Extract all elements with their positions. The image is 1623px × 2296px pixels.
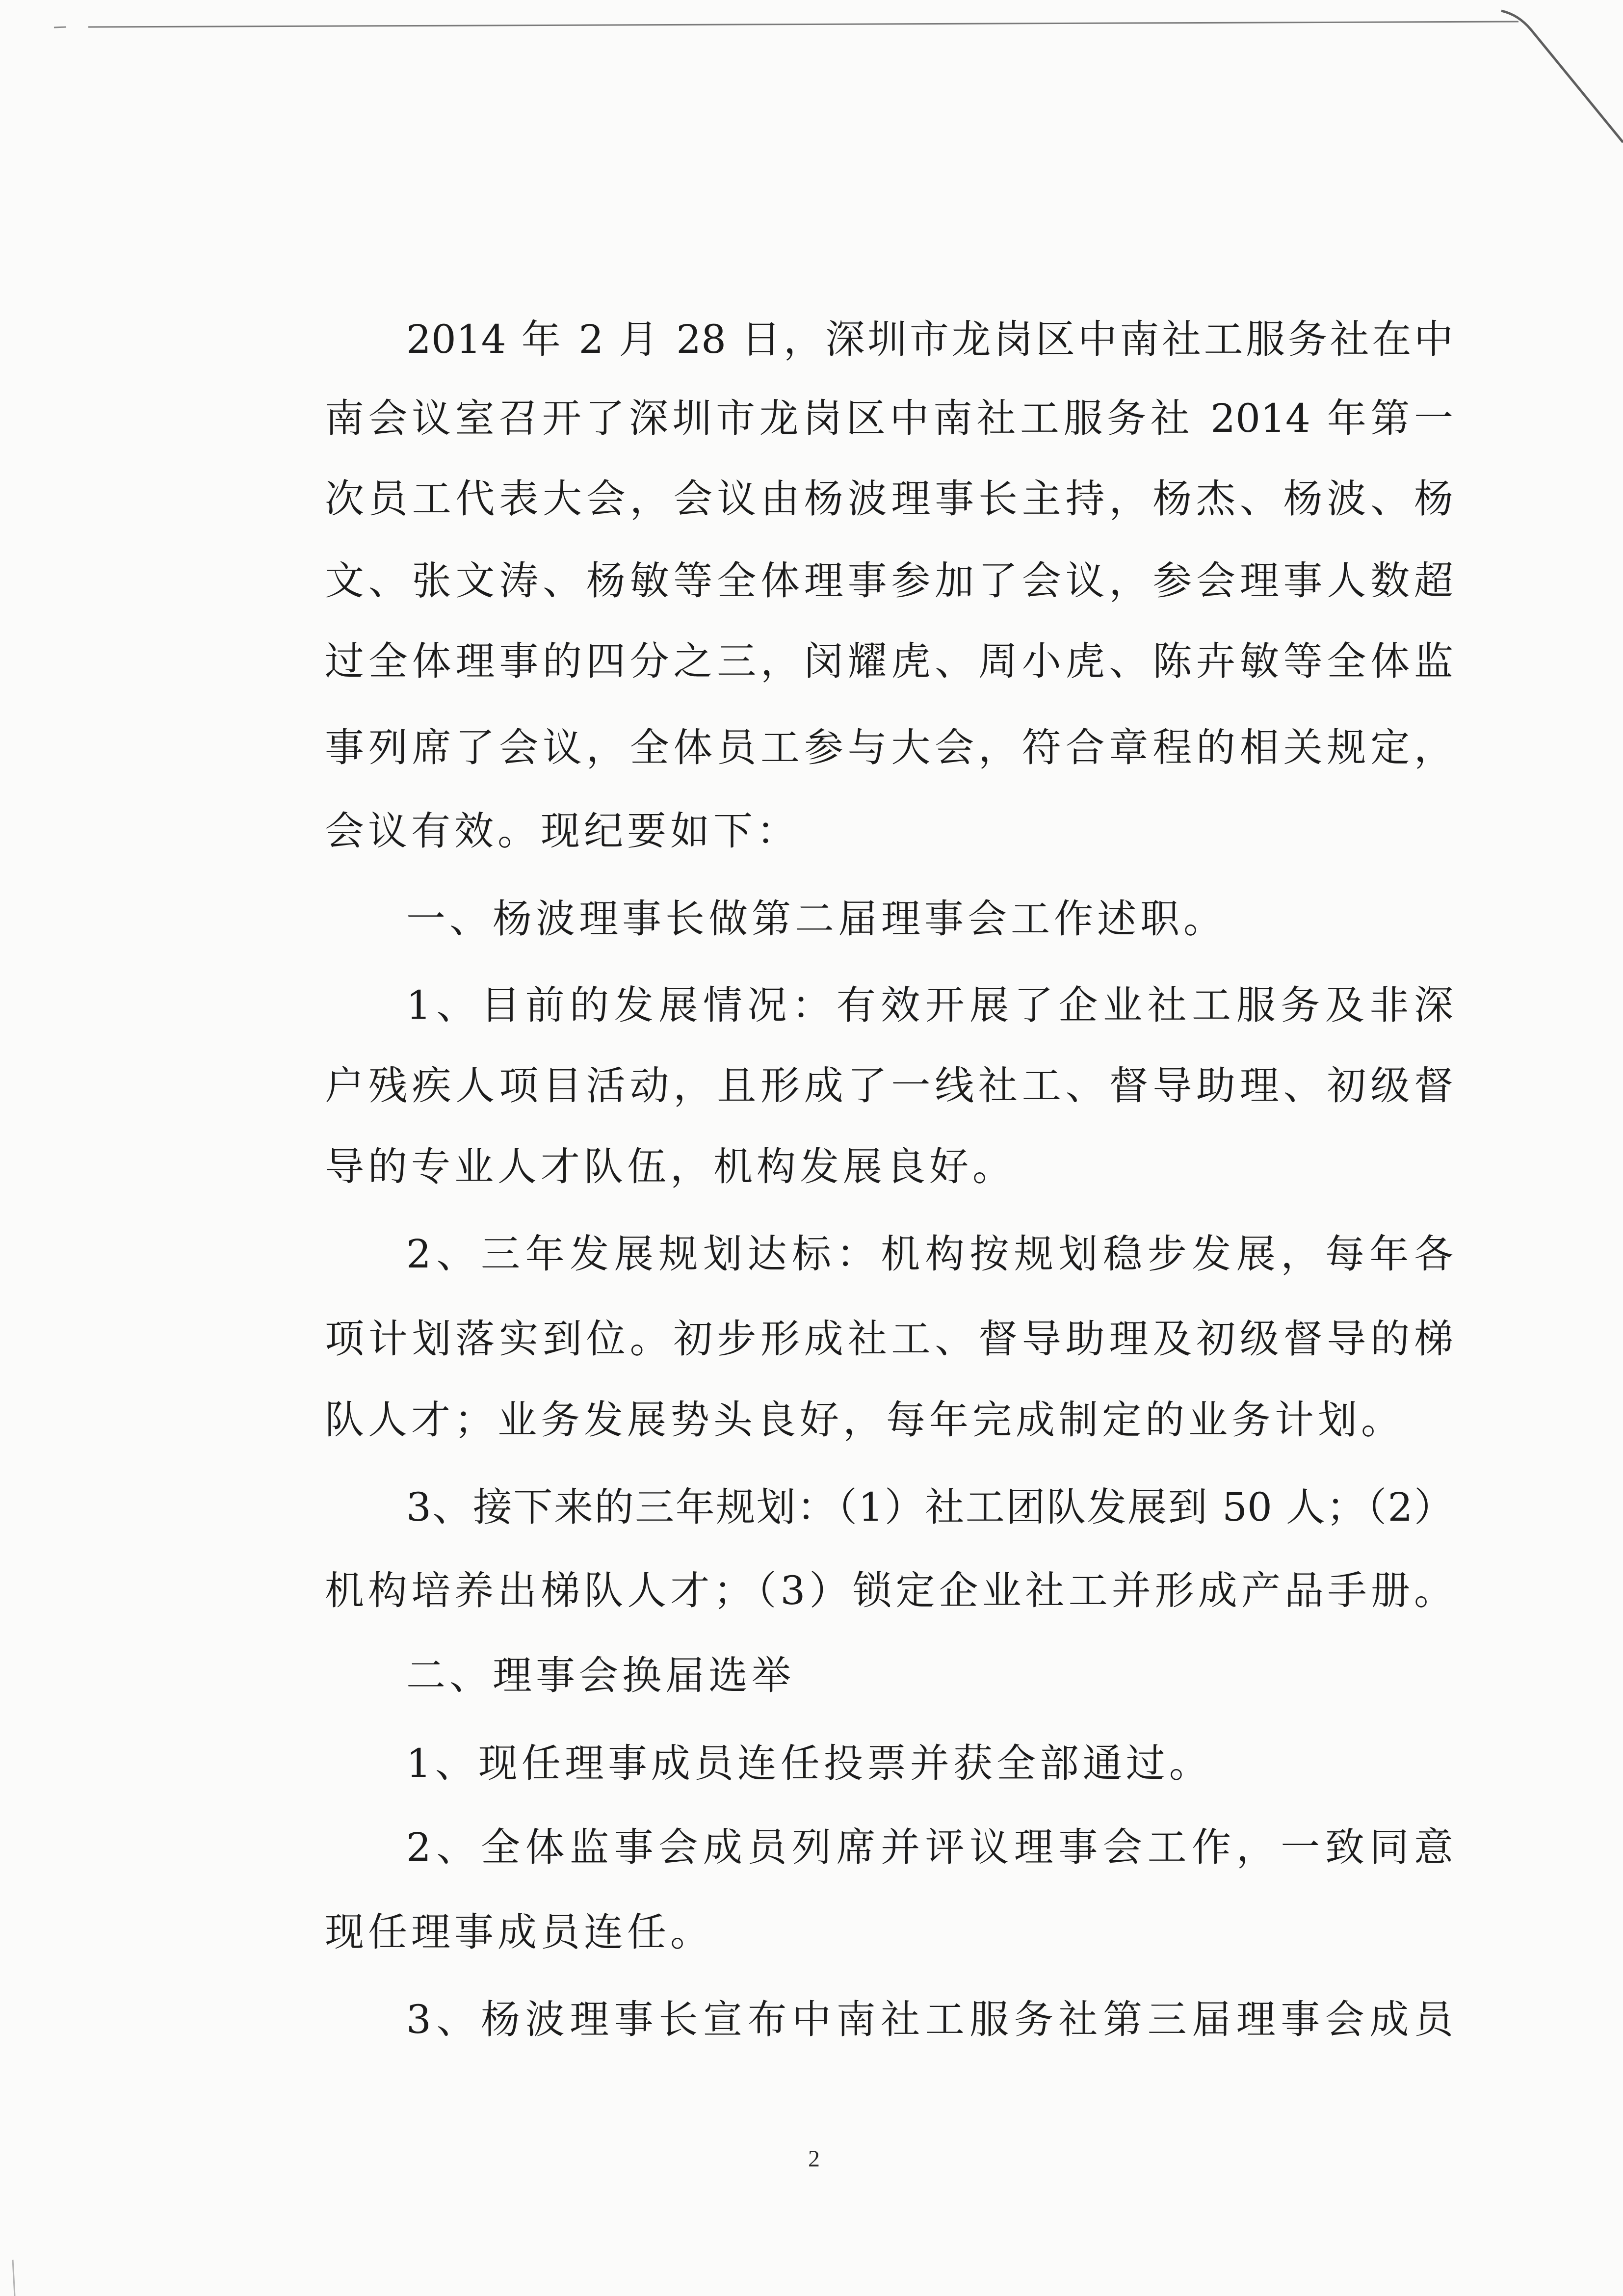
text-line: 文、张文涛、杨敏等全体理事参加了会议，参会理事人数超 xyxy=(325,558,1453,604)
text-line: 2、三年发展规划达标：机构按规划稳步发展，每年各 xyxy=(406,1231,1453,1277)
text-line: 导的专业人才队伍，机构发展良好。 xyxy=(325,1144,1016,1189)
text-line: 次员工代表大会，会议由杨波理事长主持，杨杰、杨波、杨 xyxy=(325,476,1453,522)
text-line: 1、现任理事成员连任投票并获全部通过。 xyxy=(406,1741,1212,1786)
text-line: 过全体理事的四分之三，闵耀虎、周小虎、陈卉敏等全体监 xyxy=(325,638,1453,684)
section-heading-text: 一、杨波理事长做第二届理事会工作述职。 xyxy=(406,896,1227,942)
text-line: 会议有效。现纪要如下： xyxy=(325,808,800,854)
text-line: 机构培养出梯队人才；（3）锁定企业社工并形成产品手册。 xyxy=(325,1568,1453,1613)
text-line: 现任理事成员连任。 xyxy=(325,1909,713,1955)
page-number: 2 xyxy=(808,2146,820,2172)
scan-edge-mark-bottom-left xyxy=(13,2260,15,2296)
text-line: 3、杨波理事长宣布中南社工服务社第三届理事会成员 xyxy=(406,1997,1453,2042)
text-line: 项计划落实到位。初步形成社工、督导助理及初级督导的梯 xyxy=(325,1316,1453,1362)
text-line: 2、全体监事会成员列席并评议理事会工作，一致同意 xyxy=(406,1824,1453,1870)
text-line: 户残疾人项目活动，且形成了一线社工、督导助理、初级督 xyxy=(325,1063,1453,1108)
text-line: 3、接下来的三年规划：（1）社工团队发展到 50 人；（2） xyxy=(406,1484,1453,1530)
text-line: 队人才；业务发展势头良好，每年完成制定的业务计划。 xyxy=(325,1397,1404,1443)
scan-edge-line-top xyxy=(88,22,1518,27)
scan-edge-line-corner xyxy=(1501,11,1623,142)
text-line: 2014 年 2 月 28 日，深圳市龙岗区中南社工服务社在中 xyxy=(406,317,1453,362)
text-line: 1、目前的发展情况：有效开展了企业社工服务及非深 xyxy=(406,982,1453,1028)
text-line: 事列席了会议，全体员工参与大会，符合章程的相关规定， xyxy=(325,725,1453,770)
text-line: 南会议室召开了深圳市龙岗区中南社工服务社 2014 年第一 xyxy=(325,396,1453,441)
section-heading-text: 二、理事会换届选举 xyxy=(406,1653,795,1698)
